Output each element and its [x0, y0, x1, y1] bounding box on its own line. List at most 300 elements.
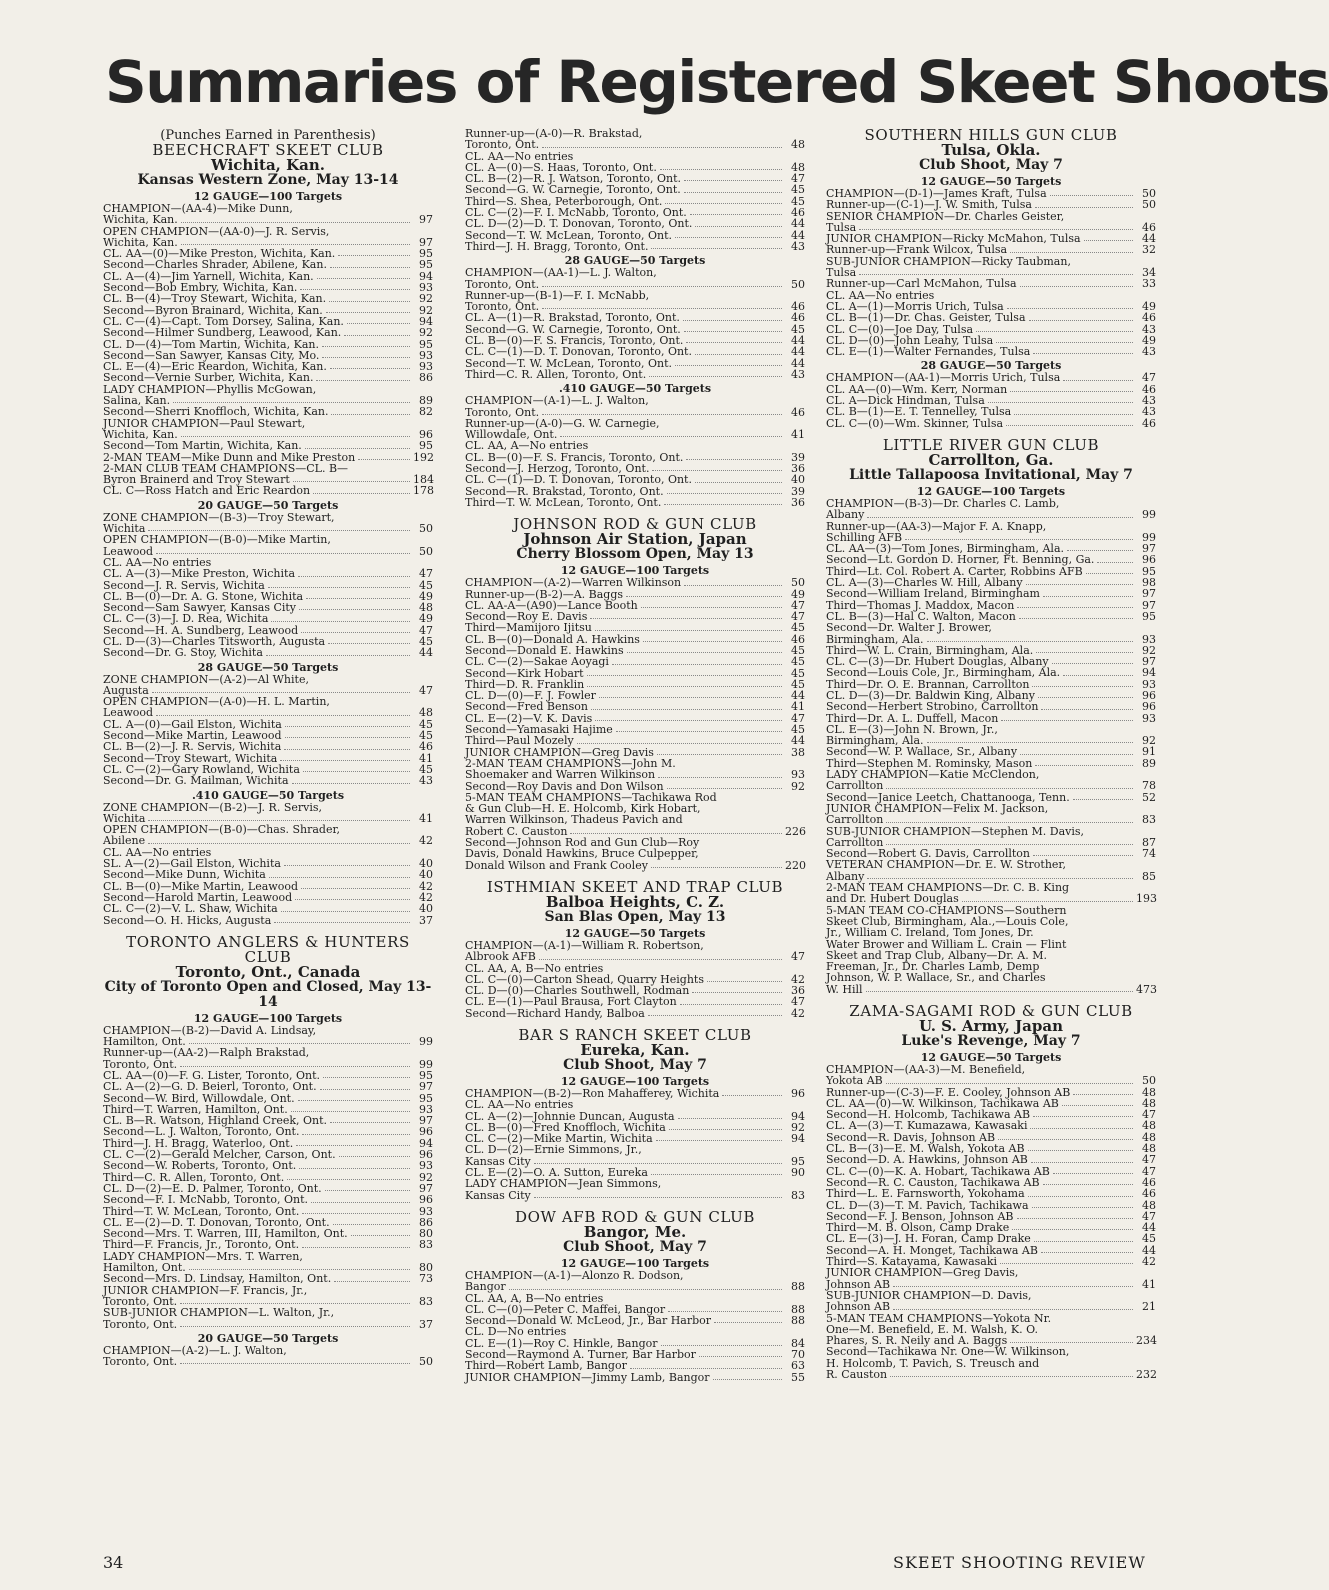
result-text: Runner-up—(AA-2)—Ralph Brakstad, — [103, 1046, 310, 1060]
club-location: Eureka, Kan. — [580, 1041, 690, 1059]
result-text: Carrollton — [826, 779, 884, 793]
result-score: 84 — [791, 1336, 805, 1350]
result-text: Byron Brainerd and Troy Stewart — [103, 473, 290, 487]
gauge-heading: 12 GAUGE—100 Targets — [560, 564, 710, 578]
shoot-event: Kansas Western Zone, May 13-14 — [137, 172, 399, 188]
dot-leader — [271, 621, 410, 622]
result-score: 93 — [1142, 632, 1156, 646]
dot-leader — [695, 482, 782, 483]
result-row — [826, 256, 1156, 267]
result-score: 96 — [419, 427, 433, 441]
result-text: Third—W. L. Crain, Birmingham, Ala. — [826, 643, 1034, 657]
result-score: 95 — [419, 1069, 433, 1082]
result-score: 178 — [413, 484, 434, 498]
result-row — [465, 1360, 805, 1371]
result-text: SUB-JUNIOR CHAMPION—Stephen M. Davis, — [826, 824, 1085, 838]
result-text: CHAMPION—(AA-3)—M. Benefield, — [826, 1063, 1026, 1076]
dot-leader — [675, 365, 782, 366]
result-score: 234 — [1136, 1334, 1157, 1348]
result-score: 96 — [1142, 688, 1156, 702]
dot-leader — [976, 331, 1133, 332]
result-score: 49 — [1142, 299, 1156, 313]
result-score: 93 — [1142, 711, 1156, 725]
result-score: 47 — [791, 610, 805, 624]
shoot-event: Little Tallapoosa Invitational, May 7 — [849, 466, 1133, 483]
dot-leader — [1029, 320, 1133, 321]
result-score: 47 — [419, 567, 433, 581]
result-score: 40 — [419, 857, 433, 871]
result-score: 97 — [419, 1181, 433, 1195]
dot-leader — [680, 1004, 782, 1005]
result-text: Second—Richard Handy, Balboa — [465, 1006, 645, 1020]
dot-leader — [542, 286, 782, 287]
dot-leader — [542, 308, 782, 309]
dot-leader — [287, 1179, 410, 1180]
result-score: 193 — [1136, 892, 1157, 906]
result-row — [465, 139, 805, 150]
result-text: Third—C. R. Allen, Toronto, Ont. — [465, 367, 647, 381]
dot-leader — [302, 1213, 410, 1214]
result-text: Second—W. Roberts, Toronto, Ont. — [103, 1159, 297, 1173]
result-text: CL. B—(0)—Fred Knoffloch, Wichita — [465, 1120, 666, 1134]
result-text: 2-MAN TEAM CHAMPIONS—Dr. C. B. King — [826, 881, 1070, 895]
result-score: 44 — [791, 734, 805, 748]
result-score: 91 — [1142, 745, 1156, 759]
result-text: Second—W. Bird, Willowdale, Ont. — [103, 1091, 295, 1105]
dot-leader — [330, 368, 410, 369]
result-text: Johnson AB — [826, 1300, 891, 1314]
result-text: Second—Troy Stewart, Wichita — [103, 751, 278, 765]
dot-leader — [298, 576, 410, 577]
dot-leader — [927, 742, 1133, 743]
dot-leader — [509, 1289, 782, 1290]
dot-leader — [285, 737, 410, 738]
club-name: SOUTHERN HILLS GUN CLUB — [864, 126, 1118, 144]
result-score: 97 — [1142, 598, 1156, 612]
result-text: Second—L. J. Walton, Toronto, Ont. — [103, 1125, 300, 1139]
dot-leader — [630, 1368, 782, 1369]
dot-leader — [542, 147, 782, 148]
dot-leader — [657, 754, 782, 755]
result-text: Davis, Donald Hawkins, Bruce Culpepper, — [465, 847, 699, 861]
result-text: Second—O. H. Hicks, Augusta — [103, 913, 272, 927]
result-score: 46 — [791, 311, 805, 325]
dot-leader — [1028, 1150, 1133, 1151]
dot-leader — [299, 609, 410, 610]
gauge-heading: 12 GAUGE—100 Targets — [193, 190, 343, 203]
gauge-heading: 12 GAUGE—100 Targets — [560, 1256, 710, 1270]
dot-leader — [148, 530, 410, 531]
result-text: Birmingham, Ala. — [826, 632, 924, 646]
result-text: Wichita, Kan. — [103, 213, 178, 227]
result-score: 97 — [1142, 587, 1156, 601]
result-text: Second—R. C. Causton, Tachikawa AB — [826, 1175, 1040, 1189]
dot-leader — [322, 346, 410, 347]
result-score: 97 — [1142, 655, 1156, 669]
result-score: 47 — [1142, 1108, 1156, 1122]
result-score: 43 — [1142, 394, 1156, 408]
result-score: 50 — [1142, 1074, 1156, 1088]
dot-leader — [886, 788, 1133, 789]
result-score: 83 — [419, 1294, 433, 1308]
result-text: CL. AA, A—No entries — [465, 439, 589, 453]
result-text: Phares, S. R. Neily and A. Baggs — [826, 1334, 1008, 1348]
result-text: Second—Roy Davis and Don Wilson — [465, 779, 664, 793]
dot-leader — [595, 720, 782, 721]
result-score: 42 — [791, 1006, 805, 1020]
result-text: Third—Stephen M. Rominsky, Mason — [826, 756, 1033, 770]
result-text: CHAMPION—(A-2)—L. J. Walton, — [103, 1343, 287, 1357]
dot-leader — [713, 1379, 782, 1380]
result-text: CL. AA—No entries — [826, 288, 935, 302]
result-text: CL. E—(3)—John N. Brown, Jr., — [826, 722, 998, 736]
result-text: Toronto, Ont. — [103, 1057, 178, 1071]
result-row — [465, 267, 805, 278]
result-score: 49 — [419, 589, 433, 603]
result-score: 45 — [1142, 1232, 1156, 1246]
dot-leader — [1010, 1342, 1133, 1343]
dot-leader — [1019, 618, 1133, 619]
result-row — [103, 568, 433, 579]
result-score: 43 — [1142, 345, 1156, 359]
gauge-heading: .410 GAUGE—50 Targets — [558, 382, 712, 396]
result-row — [103, 1194, 433, 1205]
dot-leader — [890, 1376, 1133, 1377]
result-text: Augusta — [103, 683, 149, 697]
result-score: 92 — [419, 292, 433, 306]
result-row — [465, 656, 805, 667]
dot-leader — [648, 1015, 782, 1016]
dot-leader — [323, 1077, 410, 1078]
result-text: Runner-up—(B-1)—F. I. McNabb, — [465, 288, 650, 302]
result-score: 95 — [419, 258, 433, 272]
result-text: & Gun Club—H. E. Holcomb, Kirk Hobart, — [465, 802, 701, 816]
dot-leader — [534, 1197, 782, 1198]
result-score: 44 — [791, 228, 805, 242]
dot-leader — [303, 771, 410, 772]
club-name: DOW AFB ROD & GUN CLUB — [514, 1207, 756, 1226]
result-score: 192 — [413, 450, 434, 464]
result-text: CL. B—(0)—Mike Martin, Leawood — [103, 879, 299, 893]
gauge-heading: 28 GAUGE—50 Targets — [564, 254, 706, 268]
result-text: CL. AA—(0)—Wm. Kerr, Norman — [826, 382, 1008, 396]
result-score: 90 — [791, 1166, 805, 1180]
result-score: 95 — [419, 439, 433, 453]
result-row — [465, 474, 805, 485]
result-score: 98 — [1142, 576, 1156, 590]
result-text: Third—Thomas J. Maddox, Macon — [826, 598, 1015, 612]
dot-leader — [269, 877, 410, 878]
result-score: 43 — [791, 239, 805, 253]
result-text: OPEN CHAMPION—(AA-0)—J. R. Servis, — [103, 224, 330, 238]
result-text: CL. C—(0)—K. A. Hobart, Tachikawa AB — [826, 1164, 1050, 1178]
result-score: 21 — [1142, 1300, 1156, 1314]
result-text: Runner-up—(C-3)—F. E. Cooley, Johnson AB — [826, 1085, 1071, 1099]
result-score: 41 — [791, 700, 805, 714]
result-score: 41 — [1142, 1277, 1156, 1291]
result-score: 46 — [1142, 311, 1156, 325]
result-row — [103, 406, 433, 417]
result-text: Third—T. W. McLean, Toronto, Ont. — [465, 495, 662, 509]
result-text: Toronto, Ont. — [465, 138, 540, 152]
dot-leader — [334, 1281, 410, 1282]
result-text: CL. C—(1)—D. T. Donovan, Toronto, Ont. — [465, 345, 692, 359]
result-score: 49 — [791, 587, 805, 601]
dot-leader — [325, 1190, 410, 1191]
dot-leader — [274, 922, 410, 923]
result-text: Second—Dr. Walter J. Brower, — [826, 621, 992, 635]
dot-leader — [1062, 1105, 1133, 1106]
result-score: 96 — [791, 1087, 805, 1100]
result-text: Second—Robert G. Davis, Carrollton — [826, 847, 1030, 861]
result-score: 74 — [1142, 847, 1156, 861]
result-text: Wichita, Kan. — [103, 235, 178, 249]
result-text: Water Brower and William L. Crain — Flint — [826, 937, 1067, 951]
result-text: CL. E—(2)—D. T. Donovan, Toronto, Ont. — [103, 1215, 330, 1229]
result-row — [826, 498, 1156, 509]
result-text: Third—T. Warren, Hamilton, Ont. — [103, 1102, 288, 1116]
result-text: Toronto, Ont. — [465, 277, 540, 291]
result-text: Third—M. B. Olson, Camp Drake — [826, 1221, 1010, 1235]
dot-leader — [320, 1089, 410, 1090]
result-text: Runner-up—(C-1)—J. W. Smith, Tulsa — [826, 198, 1032, 212]
dot-leader — [612, 664, 782, 665]
result-text: CL. B—(0)—Dr. A. G. Stone, Wichita — [103, 589, 304, 603]
result-score: 70 — [791, 1348, 805, 1362]
result-score: 92 — [419, 1170, 433, 1184]
dot-leader — [181, 436, 410, 437]
result-score: 44 — [791, 689, 805, 703]
dot-leader — [1026, 584, 1133, 585]
dot-leader — [1020, 286, 1133, 287]
result-score: 226 — [785, 824, 806, 838]
dot-leader — [893, 1286, 1133, 1287]
result-text: CL. D—(0)—F. J. Fowler — [465, 689, 596, 703]
dot-leader — [1017, 607, 1133, 608]
result-text: CHAMPION—(D-1)—James Kraft, Tulsa — [826, 187, 1047, 200]
result-score: 93 — [1142, 677, 1156, 691]
dot-leader — [651, 867, 782, 868]
result-row — [465, 369, 805, 380]
result-text: CL. D—No entries — [465, 1325, 567, 1339]
result-text: JUNIOR CHAMPION—Greg Davis, — [826, 1266, 1019, 1280]
result-row — [465, 1372, 805, 1383]
result-text: Tulsa — [826, 220, 857, 234]
result-score: 42 — [419, 879, 433, 893]
result-score: 95 — [1142, 564, 1156, 578]
dot-leader — [595, 630, 782, 631]
gauge-heading: 12 GAUGE—100 Targets — [916, 484, 1066, 498]
dot-leader — [1010, 252, 1133, 253]
result-score: 46 — [1142, 220, 1156, 234]
result-score: 45 — [791, 194, 805, 208]
result-row — [103, 1356, 433, 1367]
shoot-event: Club Shoot, May 7 — [919, 157, 1063, 173]
result-row — [103, 613, 433, 624]
dot-leader — [684, 331, 782, 332]
dot-leader — [331, 414, 410, 415]
dot-leader — [1012, 1229, 1133, 1230]
result-row — [465, 860, 805, 871]
result-text: Second—Dr. G. Mailman, Wichita — [103, 774, 289, 788]
dot-leader — [886, 1083, 1133, 1084]
result-score: 94 — [419, 1136, 433, 1150]
result-score: 86 — [419, 1215, 433, 1229]
result-row — [826, 199, 1156, 210]
result-row — [465, 346, 805, 357]
page-number: 34 — [103, 1553, 124, 1572]
dot-leader — [295, 899, 410, 900]
result-row — [465, 1270, 805, 1281]
result-score: 39 — [791, 450, 805, 464]
result-text: CL. E—(2)—O. A. Sutton, Eureka — [465, 1166, 648, 1180]
result-text: CL. AA, A, B—No entries — [465, 961, 604, 975]
dot-leader — [651, 1174, 782, 1175]
dot-leader — [152, 692, 410, 693]
result-text: Wichita — [103, 811, 146, 825]
result-text: Second—Johnson Rod and Gun Club—Roy — [465, 836, 700, 850]
result-text: Runner-up—Frank Wilcox, Tulsa — [826, 243, 1008, 257]
result-score: 45 — [791, 621, 805, 635]
result-row — [826, 588, 1156, 599]
dot-leader — [886, 822, 1133, 823]
dot-leader — [280, 760, 410, 761]
result-text: CL. AA, A, B—No entries — [465, 1291, 604, 1305]
result-row — [103, 293, 433, 304]
result-text: Wichita, Kan. — [103, 427, 178, 441]
result-row — [103, 1307, 433, 1318]
dot-leader — [649, 376, 782, 377]
dot-leader — [180, 1363, 410, 1364]
result-score: 99 — [419, 1057, 433, 1071]
result-text: CL. D—(4)—Tom Martin, Wichita, Kan. — [103, 337, 319, 351]
column-2 — [465, 128, 805, 1473]
result-score: 94 — [791, 1109, 805, 1123]
result-text: CL. D—(0)—Charles Southwell, Rodman — [465, 984, 690, 998]
result-text: JUNIOR CHAMPION—F. Francis, Jr., — [103, 1283, 308, 1297]
result-score: 45 — [791, 677, 805, 691]
result-text: CL. C—(2)—F. I. McNabb, Toronto, Ont. — [465, 206, 687, 220]
result-text: CL. AA—No entries — [465, 149, 574, 163]
dot-leader — [1050, 195, 1133, 196]
result-score: 45 — [791, 666, 805, 680]
result-score: 45 — [791, 655, 805, 669]
dot-leader — [1020, 754, 1133, 755]
result-score: 88 — [791, 1302, 805, 1316]
dot-leader — [302, 1134, 410, 1135]
result-text: 5-MAN TEAM CO-CHAMPIONS—Southern — [826, 903, 1067, 917]
result-text: ZONE CHAMPION—(B-2)—J. R. Servis, — [103, 800, 323, 814]
result-score: 85 — [1142, 869, 1156, 883]
result-text: Second—Lt. Gordon D. Horner, Ft. Benning, Ga. — [826, 553, 1095, 567]
dot-leader — [293, 481, 410, 482]
dot-leader — [285, 726, 410, 727]
result-row — [103, 869, 433, 880]
result-score: 34 — [1142, 266, 1156, 280]
result-score: 232 — [1136, 1368, 1157, 1382]
result-score: 48 — [419, 706, 433, 720]
result-row — [826, 1369, 1156, 1380]
result-row — [826, 984, 1156, 995]
dot-leader — [867, 878, 1133, 879]
result-score: 97 — [419, 1080, 433, 1094]
result-text: LADY CHAMPION—Jean Simmons, — [465, 1177, 662, 1191]
result-text: Toronto, Ont. — [465, 405, 540, 419]
result-text: CL. B—(1)—Dr. Chas. Geister, Tulsa — [826, 311, 1026, 325]
dot-leader — [266, 655, 410, 656]
dot-leader — [707, 981, 782, 982]
dot-leader — [351, 1235, 410, 1236]
result-text: Second—Harold Martin, Leawood — [103, 890, 293, 904]
dot-leader — [658, 777, 782, 778]
dot-leader — [333, 1224, 410, 1225]
result-text: Second—Fred Benson — [465, 700, 588, 714]
dot-leader — [1073, 799, 1133, 800]
result-score: 47 — [791, 995, 805, 1009]
dot-leader — [296, 1145, 410, 1146]
result-text: Donald Wilson and Frank Cooley — [465, 858, 648, 872]
result-score: 55 — [791, 1370, 805, 1384]
result-row — [465, 769, 805, 780]
gauge-heading: 12 GAUGE—50 Targets — [564, 926, 706, 940]
dot-leader — [678, 1118, 782, 1119]
dot-leader — [1001, 720, 1133, 721]
result-text: CL. B—(0)—F. S. Francis, Toronto, Ont. — [465, 334, 684, 348]
result-score: 97 — [419, 1114, 433, 1128]
dot-leader — [181, 222, 410, 223]
dot-leader — [1032, 1207, 1133, 1208]
result-score: 36 — [791, 495, 805, 509]
result-score: 95 — [791, 1154, 805, 1168]
result-text: CL. A—(0)—Gail Elston, Wichita — [103, 717, 282, 731]
dot-leader — [1073, 1094, 1133, 1095]
result-score: 93 — [419, 281, 433, 295]
result-score: 36 — [791, 984, 805, 998]
dot-leader — [291, 1111, 410, 1112]
dot-leader — [1035, 207, 1133, 208]
dot-leader — [664, 504, 782, 505]
result-score: 44 — [1142, 232, 1156, 246]
result-score: 40 — [419, 902, 433, 916]
result-row — [826, 1154, 1156, 1165]
result-score: 80 — [419, 1227, 433, 1241]
result-text: Second—Tom Martin, Wichita, Kan. — [103, 439, 302, 453]
result-text: Second—Mike Dunn, Wichita — [103, 868, 266, 882]
result-row — [103, 214, 433, 225]
result-text: CL. A—(3)—Charles W. Hill, Albany — [826, 576, 1023, 590]
dot-leader — [668, 1311, 782, 1312]
dot-leader — [998, 1139, 1133, 1140]
result-score: 44 — [419, 646, 433, 660]
result-score: 95 — [419, 1091, 433, 1105]
gauge-heading: 28 GAUGE—50 Targets — [920, 359, 1062, 373]
result-text: CL. A—(0)—S. Haas, Toronto, Ont. — [465, 160, 657, 174]
dot-leader — [148, 843, 410, 844]
dot-leader — [1038, 697, 1133, 698]
result-text: JUNIOR CHAMPION—Jimmy Lamb, Bangor — [465, 1370, 710, 1384]
result-text: Tulsa — [826, 266, 857, 280]
shoot-event: Club Shoot, May 7 — [563, 1057, 707, 1073]
result-text: Second—Raymond A. Turner, Bar Harbor — [465, 1348, 696, 1362]
result-row — [103, 1273, 433, 1284]
result-score: 48 — [1142, 1085, 1156, 1099]
result-text: One—M. Benefield, E. M. Walsh, K. O. — [826, 1322, 1038, 1336]
result-text: JUNIOR CHAMPION—Paul Stewart, — [103, 416, 306, 430]
result-score: 46 — [791, 300, 805, 314]
result-text: OPEN CHAMPION—(B-0)—Mike Martin, — [103, 533, 331, 547]
result-score: 78 — [1142, 779, 1156, 793]
result-row — [103, 1047, 433, 1058]
